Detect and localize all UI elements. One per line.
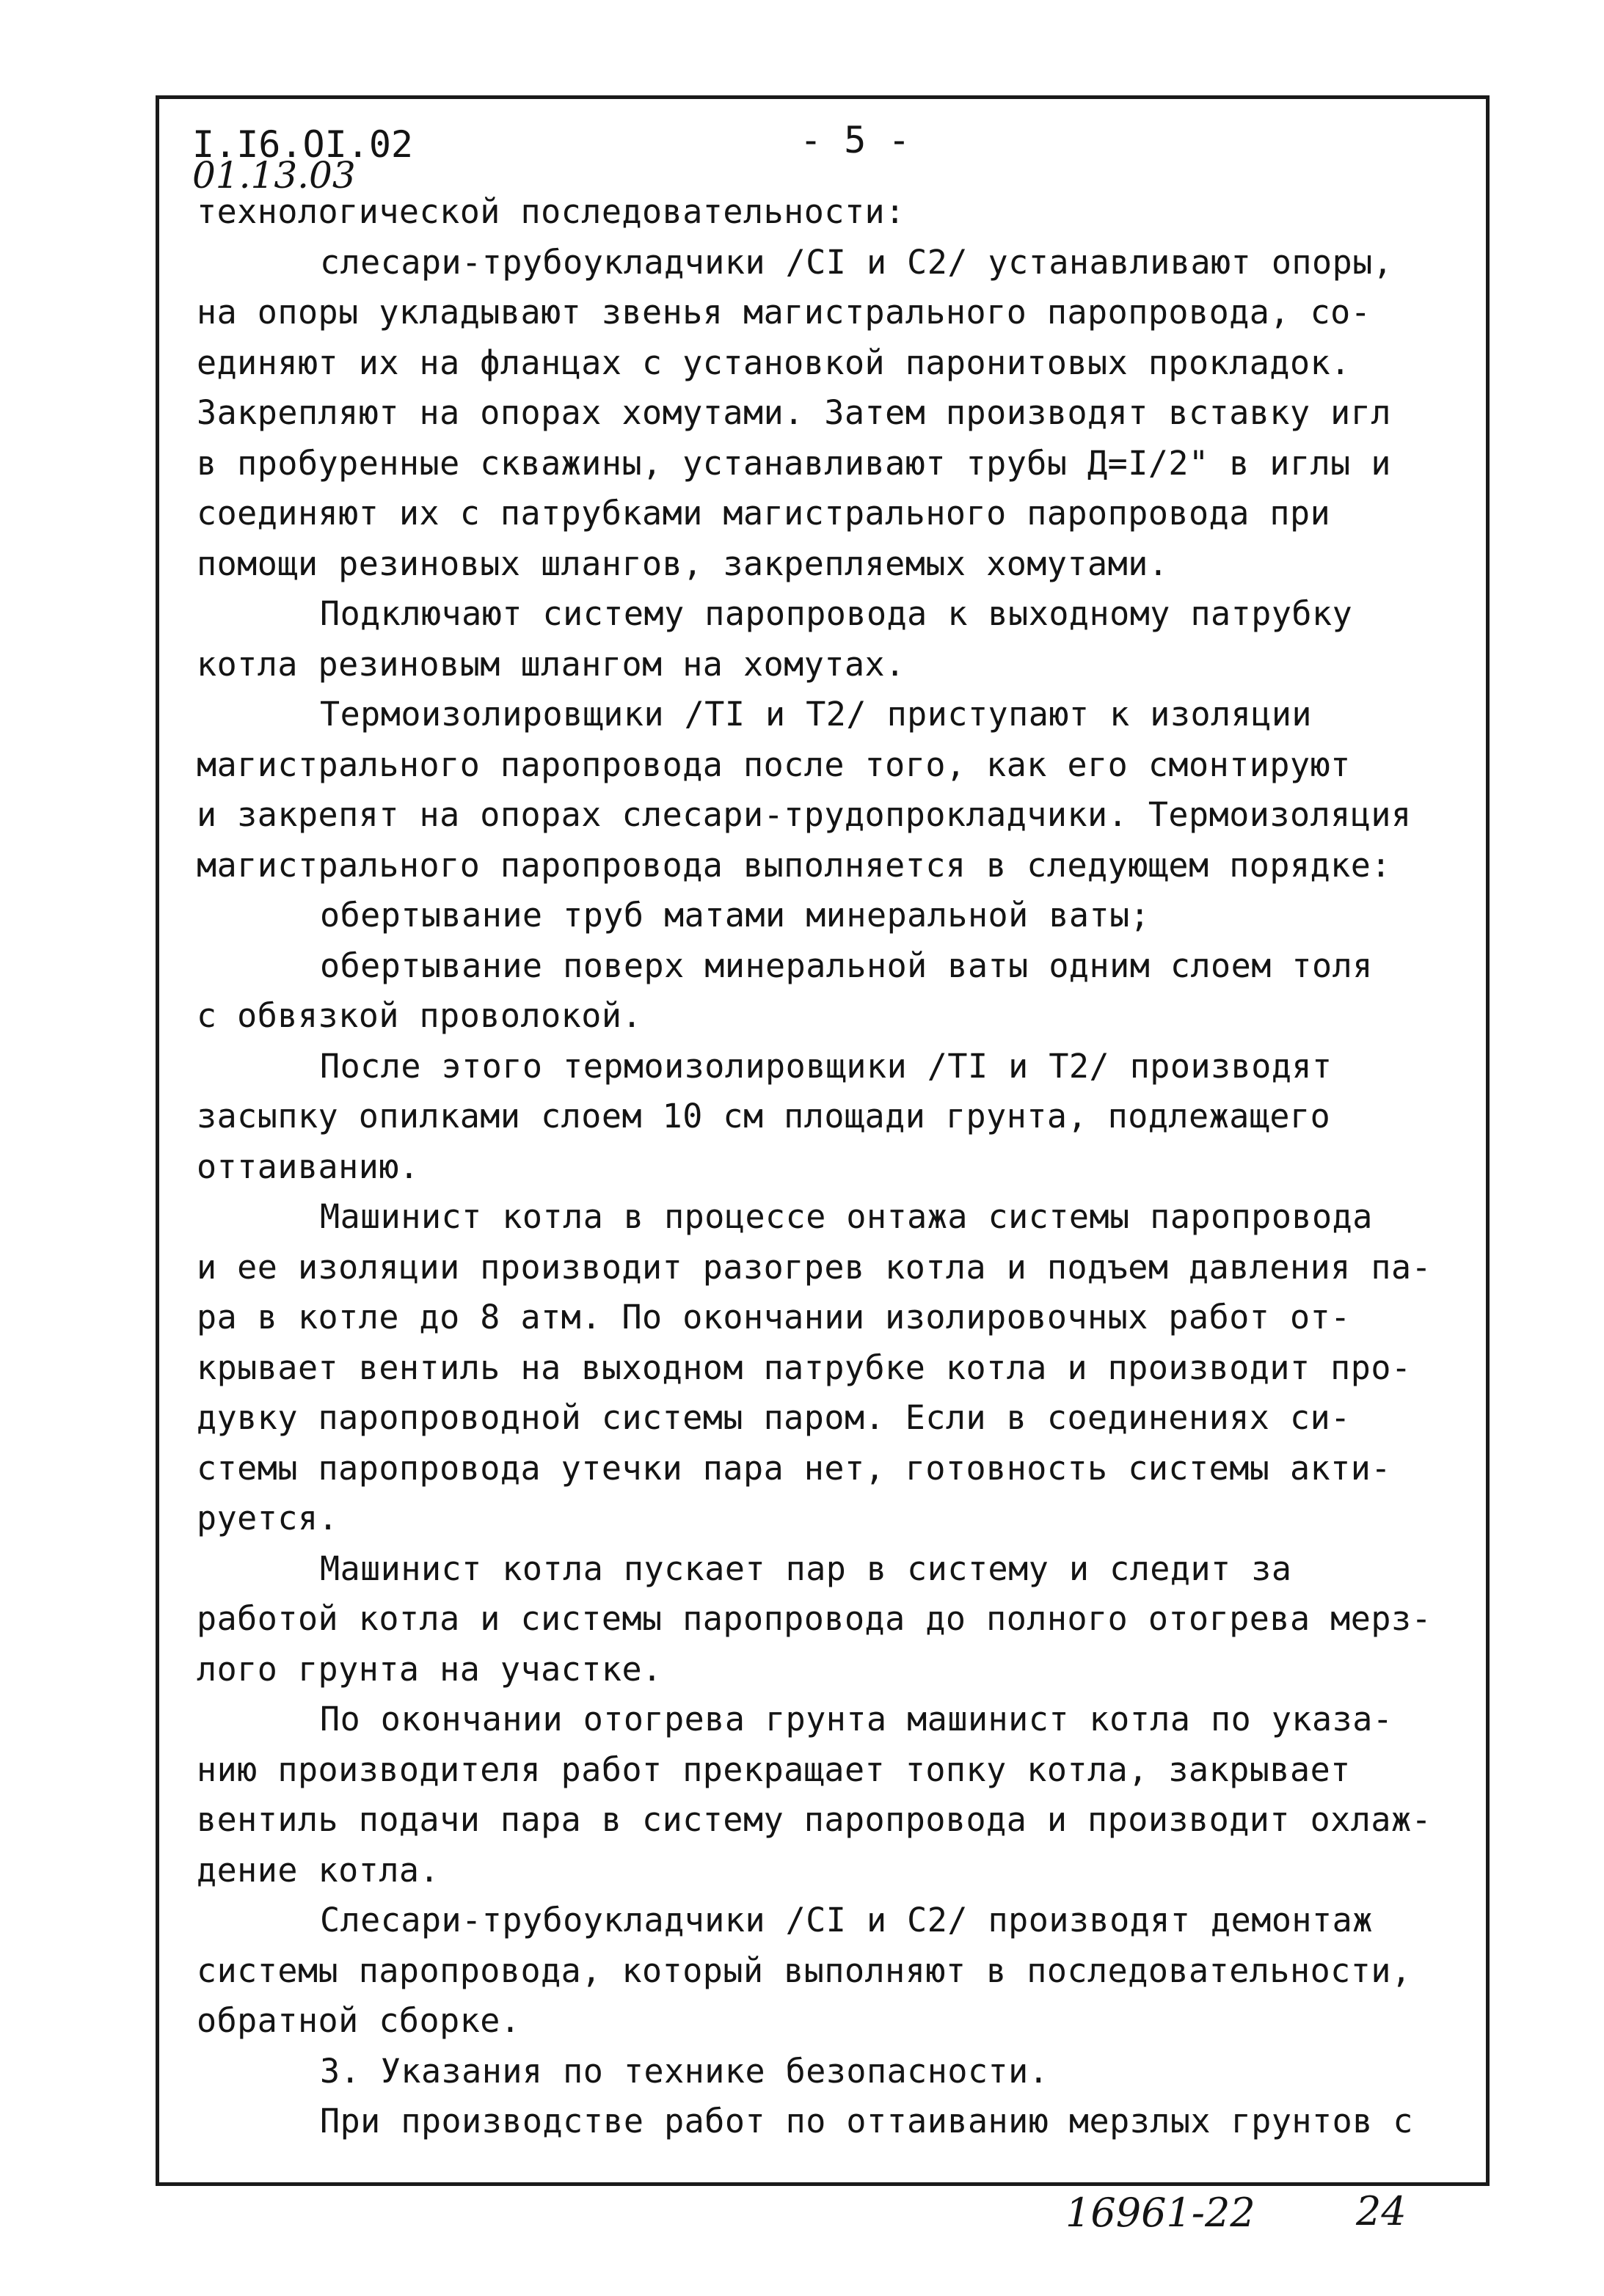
text-line: руется. [197, 1499, 339, 1538]
text-line: ра в котле до 8 атм. По окончании изолировочных работ от- [197, 1298, 1351, 1337]
text-line: дувку паропроводной системы паром. Если в соединениях си- [197, 1398, 1351, 1437]
text-line: помощи резиновых шлангов, закрепляемых хомутами. [197, 544, 1169, 583]
text-line: единяют их на фланцах с установкой паронитовых прокладок. [197, 343, 1351, 382]
handwritten-sheet-number: 16961-22 [1065, 2190, 1255, 2236]
text-line: После этого термоизолировщики /TI и T2/ производят [320, 1046, 1333, 1086]
text-line: Закрепляют на опорах хомутами. Затем производят вставку игл [197, 393, 1391, 432]
text-line: технологической последовательности: [197, 192, 905, 231]
text-line: нию производителя работ прекращает топку котла, закрывает [197, 1750, 1351, 1789]
text-line: системы паропровода, который выполняют в последовательности, [197, 1950, 1412, 1990]
text-line: магистрального паропровода выполняется в следующем порядке: [197, 845, 1391, 885]
handwritten-code: 01.13.03 [192, 154, 356, 197]
text-line: обертывание поверх минеральной ваты одним слоем толя [320, 946, 1373, 985]
text-line: Подключают систему паропровода к выходному патрубку [320, 594, 1353, 633]
page-number: - 5 - [800, 119, 911, 161]
text-line: в пробуренные скважины, устанавливают трубы Д=I/2" в иглы и [197, 443, 1391, 483]
text-line: дение котла. [197, 1850, 440, 1890]
body-text [197, 187, 1473, 2147]
text-line: лого грунта на участке. [197, 1649, 663, 1689]
handwritten-page-number: 24 [1356, 2188, 1407, 2234]
text-line: магистрального паропровода после того, как его смонтируют [197, 745, 1351, 784]
text-line: и ее изоляции производит разогрев котла и подъем давления па- [197, 1247, 1432, 1287]
text-line: Машинист котла пускает пар в систему и следит за [320, 1549, 1292, 1588]
text-line: Термоизолировщики /TI и T2/ приступают к изоляции [320, 695, 1313, 734]
text-line: слесари-трубоукладчики /CI и С2/ устанавливают опоры, [320, 242, 1393, 282]
document-code: I.I6.OI.02 [192, 123, 414, 166]
text-line: на опоры укладывают звенья магистрального паропровода, со- [197, 293, 1371, 332]
text-line: котла резиновым шлангом на хомутах. [197, 644, 905, 684]
text-line: оттаиванию. [197, 1147, 420, 1186]
text-line: обертывание труб матами минеральной ваты; [320, 896, 1151, 935]
text-line: с обвязкой проволокой. [197, 996, 643, 1035]
text-line: работой котла и системы паропровода до полного отогрева мерз- [197, 1599, 1432, 1638]
text-line: По окончании отогрева грунта машинист котла по указа- [320, 1700, 1393, 1739]
section-heading: 3. Указания по технике безопасности. [320, 2051, 1049, 2091]
text-line: Машинист котла в процессе онтажа системы паропровода [320, 1197, 1373, 1236]
text-line: стемы паропровода утечки пара нет, готовность системы акти- [197, 1448, 1391, 1488]
text-line: обратной сборке. [197, 2001, 521, 2040]
text-line: засыпку опилками слоем 10 см площади грунта, подлежащего [197, 1097, 1331, 1136]
text-line: Слесари-трубоукладчики /CI и С2/ производят демонтаж [320, 1901, 1373, 1939]
text-line: крывает вентиль на выходном патрубке котла и производит про- [197, 1348, 1412, 1387]
text-line: вентиль подачи пара в систему паропровода и производит охлаж- [197, 1800, 1432, 1839]
text-line: При производстве работ по оттаиванию мерзлых грунтов с [320, 2102, 1413, 2140]
text-line: соединяют их с патрубками магистрального паропровода при [197, 494, 1331, 533]
text-line: и закрепят на опорах слесари-трудопрокладчики. Термоизоляция [197, 795, 1412, 834]
